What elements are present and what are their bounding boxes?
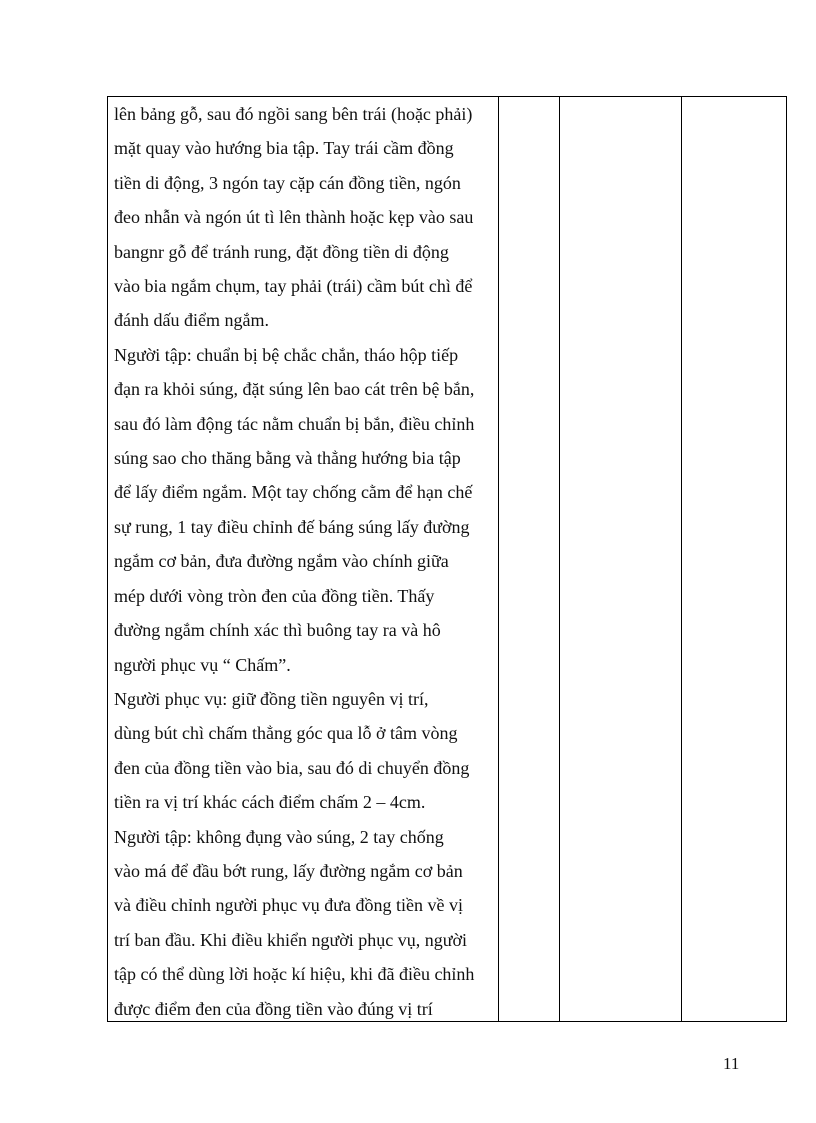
content-table bbox=[107, 96, 787, 1022]
text-line: Người phục vụ: giữ đồng tiền nguyên vị trí, bbox=[114, 688, 429, 709]
text-line: Người tập: chuẩn bị bệ chắc chắn, tháo hộp tiếp bbox=[114, 344, 459, 365]
text-line: trí ban đầu. Khi điều khiển người phục vụ, người bbox=[114, 929, 467, 950]
column-divider bbox=[681, 97, 682, 1021]
page-number: 11 bbox=[723, 1054, 740, 1073]
text-line: dùng bút chì chấm thẳng góc qua lỗ ở tâm vòng bbox=[114, 723, 458, 744]
text-line: đường ngắm chính xác thì buông tay ra và hô bbox=[114, 620, 441, 641]
text-line: tiền di động, 3 ngón tay cặp cán đồng tiền, ngón bbox=[114, 172, 461, 193]
text-line: tiền ra vị trí khác cách điểm chấm 2 – 4cm. bbox=[114, 792, 426, 813]
text-line: và điều chỉnh người phục vụ đưa đồng tiền về vị bbox=[114, 895, 463, 916]
column-divider bbox=[498, 97, 499, 1021]
text-line: sự rung, 1 tay điều chỉnh đế báng súng lấy đường bbox=[114, 516, 470, 537]
text-line: lên bảng gỗ, sau đó ngồi sang bên trái (hoặc phải) bbox=[114, 104, 473, 124]
text-line: Người tập: không đụng vào súng, 2 tay chống bbox=[114, 826, 444, 847]
text-line: đeo nhẫn và ngón út tì lên thành hoặc kẹp vào sau bbox=[114, 207, 474, 228]
text-line: để lấy điểm ngắm. Một tay chống cằm để hạn chế bbox=[114, 482, 473, 503]
content-cell bbox=[114, 97, 496, 1026]
text-line: tập có thể dùng lời hoặc kí hiệu, khi đã điều chỉnh bbox=[114, 964, 475, 985]
text-line: súng sao cho thăng bằng và thẳng hướng bia tập bbox=[114, 448, 461, 469]
text-line: được điểm đen của đồng tiền vào đúng vị trí bbox=[114, 998, 433, 1019]
text-line: mặt quay vào hướng bia tập. Tay trái cầm đồng bbox=[114, 138, 454, 159]
text-line: vào bia ngắm chụm, tay phải (trái) cầm bút chì để bbox=[114, 276, 473, 297]
column-divider bbox=[559, 97, 560, 1021]
text-line: mép dưới vòng tròn đen của đồng tiền. Thấy bbox=[114, 585, 435, 606]
text-line: đen của đồng tiền vào bia, sau đó di chuyển đồng bbox=[114, 757, 470, 778]
text-line: đánh dấu điểm ngắm. bbox=[114, 310, 269, 331]
text-line: ngắm cơ bản, đưa đường ngắm vào chính giữa bbox=[114, 551, 449, 572]
text-line: đạn ra khỏi súng, đặt súng lên bao cát trên bệ bắn, bbox=[114, 379, 475, 400]
text-line: vào má để đầu bớt rung, lấy đường ngắm cơ bản bbox=[114, 860, 463, 881]
text-line: sau đó làm động tác nằm chuẩn bị bắn, điều chỉnh bbox=[114, 413, 475, 434]
text-line: bangnr gỗ để tránh rung, đặt đồng tiền di động bbox=[114, 241, 449, 262]
text-line: người phục vụ “ Chấm”. bbox=[114, 654, 291, 675]
